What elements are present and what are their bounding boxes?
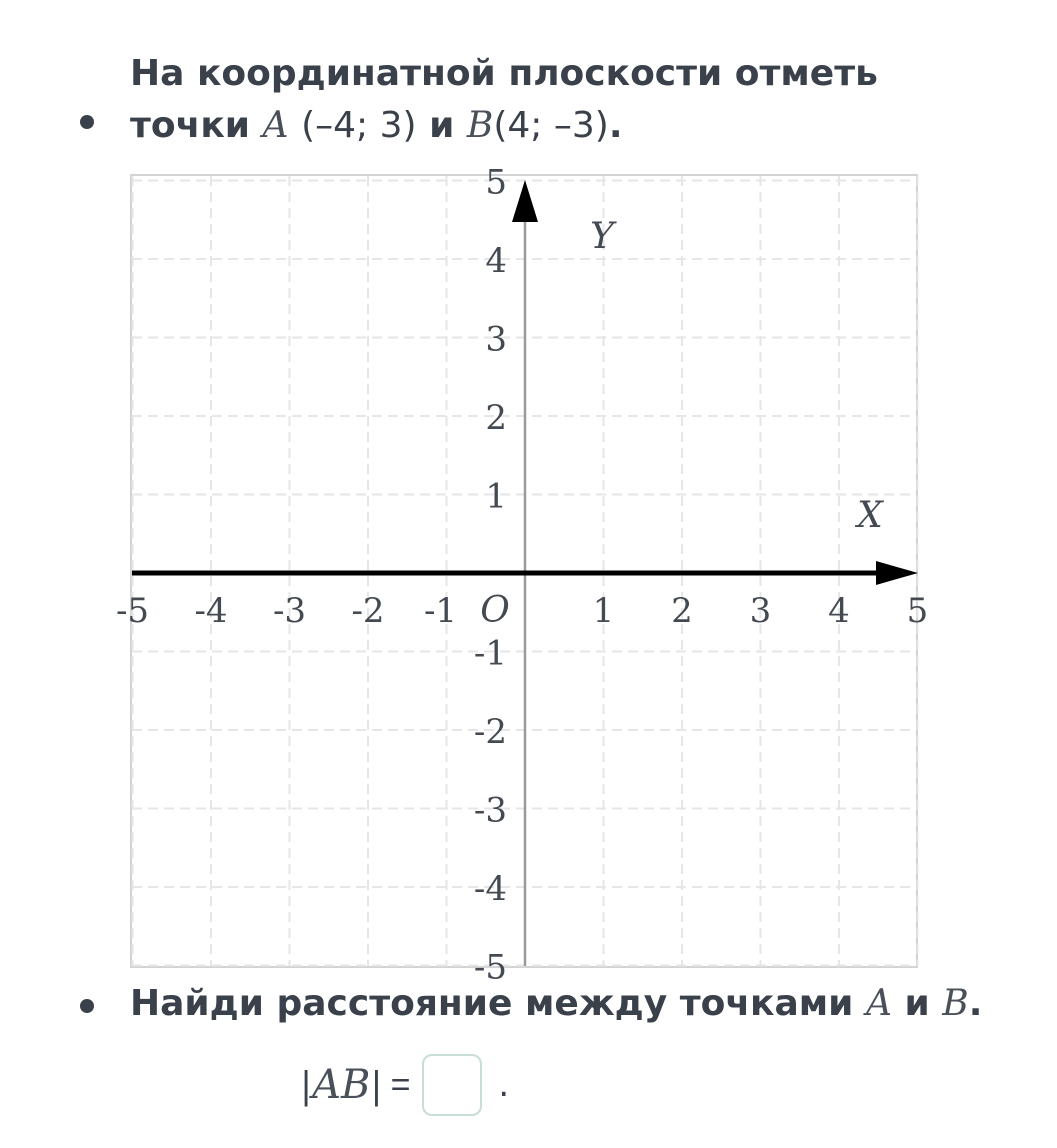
point-b-label: B: [466, 105, 494, 146]
task-2-point-b: B: [942, 983, 969, 1024]
y-tick-label: 5: [485, 162, 507, 203]
point-a-coords: (–4; 3): [301, 105, 417, 146]
x-tick-label: 1: [592, 591, 615, 631]
segment-ab: AB: [312, 1062, 371, 1108]
x-tick-label: -1: [423, 591, 458, 631]
y-tick-label: 1: [485, 476, 507, 517]
task-2-point-a: A: [865, 983, 892, 1024]
x-tick-label: 2: [671, 591, 693, 631]
y-tick-label: 4: [485, 241, 507, 281]
y-axis-arrow: [512, 180, 538, 222]
x-tick-label: 3: [749, 591, 772, 631]
y-tick-label: -5: [473, 947, 507, 988]
point-a-label: A: [262, 105, 289, 146]
equals-sign: =: [390, 1065, 411, 1104]
task-1-word-points: точки: [130, 105, 250, 146]
task-1-line-2: [130, 100, 623, 152]
task-1-line-1: На координатной плоскости отметь: [130, 53, 878, 94]
task-2-conj: и: [904, 983, 930, 1024]
y-tick-label: -3: [473, 790, 507, 831]
task-2-text: Найди расстояние между точками: [130, 983, 854, 1024]
coordinate-plane[interactable]: [115, 162, 929, 988]
distance-label: [300, 1062, 383, 1108]
x-axis-arrow: [876, 561, 918, 585]
task-1-period: .: [608, 105, 623, 146]
x-tick-label: -2: [351, 591, 385, 631]
answer-row: [300, 1052, 509, 1118]
answer-period: .: [498, 1065, 510, 1105]
x-tick-label: 5: [906, 591, 929, 631]
y-tick-label: -2: [473, 712, 507, 752]
answer-input[interactable]: [422, 1054, 482, 1116]
conj-and: и: [429, 105, 455, 146]
origin-label: O: [480, 590, 510, 631]
y-axis-label: Y: [590, 216, 614, 257]
x-axis-label: X: [857, 495, 883, 536]
y-tick-label: -1: [473, 633, 507, 674]
y-tick-label: -4: [473, 869, 507, 909]
y-tick-label: 2: [485, 398, 507, 438]
x-tick-label: 4: [828, 591, 850, 631]
bullet-2: [80, 999, 94, 1013]
y-tick-label: 3: [485, 319, 507, 360]
point-b-coords: (4; –3): [493, 105, 609, 146]
task-2-line: [130, 978, 982, 1030]
coordinate-plane-svg[interactable]: [115, 162, 929, 988]
task-2-period: .: [968, 983, 983, 1024]
x-tick-label: -4: [194, 591, 228, 631]
abs-bar-left: |: [300, 1066, 313, 1107]
abs-bar-right: |: [370, 1066, 383, 1107]
bullet-1: [80, 115, 94, 129]
x-tick-label: -5: [115, 591, 150, 631]
x-tick-label: -3: [272, 591, 307, 631]
